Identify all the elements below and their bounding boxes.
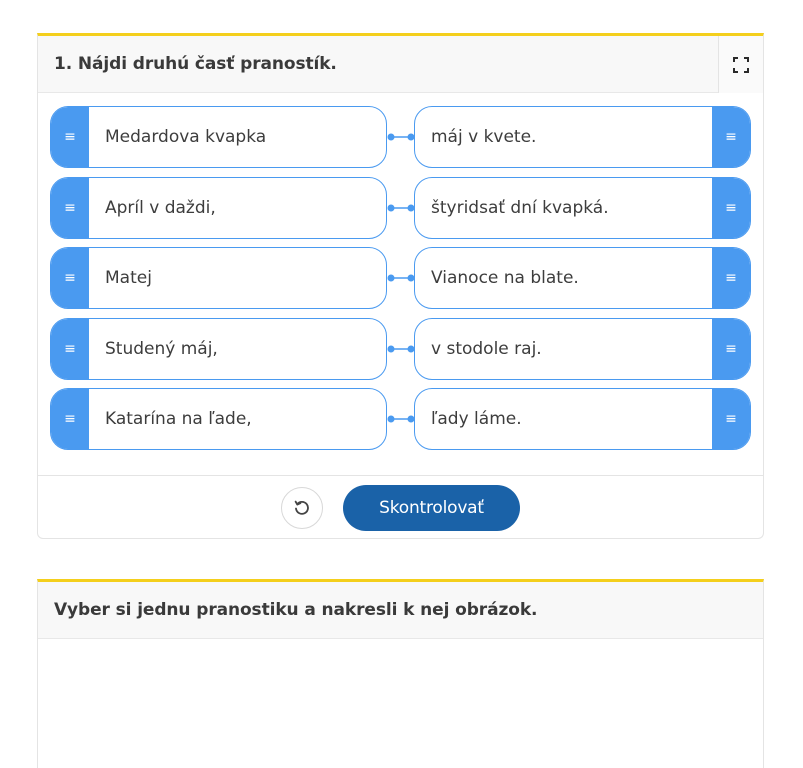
grip-icon: ≡ xyxy=(64,270,76,286)
drag-handle[interactable] xyxy=(712,389,750,449)
grip-icon: ≡ xyxy=(725,129,737,145)
right-tile[interactable] xyxy=(414,388,751,450)
match-row xyxy=(50,318,752,380)
right-tile[interactable] xyxy=(414,318,751,380)
left-tile-label: Apríl v daždi, xyxy=(105,197,216,218)
match-row xyxy=(50,247,752,309)
task-card-drawing xyxy=(37,579,764,768)
left-tile-label: Katarína na ľade, xyxy=(105,409,252,429)
drawing-area[interactable] xyxy=(38,639,763,768)
grip-icon: ≡ xyxy=(725,411,737,427)
task-footer xyxy=(38,475,763,539)
drag-handle[interactable] xyxy=(51,107,89,167)
match-row xyxy=(50,177,752,239)
reset-icon xyxy=(293,499,311,517)
connector-icon xyxy=(386,271,416,285)
drag-handle[interactable] xyxy=(712,248,750,308)
drag-handle[interactable] xyxy=(712,178,750,238)
expand-icon xyxy=(733,57,749,73)
drag-handle[interactable] xyxy=(712,319,750,379)
left-tile[interactable] xyxy=(50,106,387,168)
connector-icon xyxy=(386,412,416,426)
right-tile[interactable] xyxy=(414,247,751,309)
match-row xyxy=(50,388,752,450)
grip-icon: ≡ xyxy=(725,340,737,357)
right-tile-label: v stodole raj. xyxy=(431,338,542,359)
match-row xyxy=(50,106,752,168)
grip-icon: ≡ xyxy=(64,411,76,427)
task-header xyxy=(38,582,763,639)
left-tile-label: Medardova kvapka xyxy=(105,127,267,147)
drag-handle[interactable] xyxy=(51,248,89,308)
matching-rows xyxy=(50,106,752,459)
right-tile[interactable] xyxy=(414,177,751,239)
left-tile[interactable] xyxy=(50,177,387,239)
drag-handle[interactable] xyxy=(51,389,89,449)
left-tile-label: Matej xyxy=(105,268,152,288)
reset-button[interactable] xyxy=(281,487,323,529)
left-tile[interactable] xyxy=(50,318,387,380)
connector-icon xyxy=(386,201,416,215)
grip-icon: ≡ xyxy=(64,129,76,145)
right-tile[interactable] xyxy=(414,106,751,168)
left-tile-label: Studený máj, xyxy=(105,338,218,359)
drag-handle[interactable] xyxy=(51,178,89,238)
connector-icon xyxy=(386,130,416,144)
right-tile-label: Vianoce na blate. xyxy=(431,268,579,288)
right-tile-label: štyridsať dní kvapká. xyxy=(431,197,609,218)
right-tile-label: ľady láme. xyxy=(431,409,522,429)
drag-handle[interactable] xyxy=(51,319,89,379)
grip-icon: ≡ xyxy=(64,340,76,357)
fullscreen-button[interactable] xyxy=(718,36,763,93)
connector-icon xyxy=(386,342,416,356)
right-tile-label: máj v kvete. xyxy=(431,127,537,147)
left-tile[interactable] xyxy=(50,388,387,450)
grip-icon: ≡ xyxy=(725,199,737,216)
task-title: 1. Nájdi druhú časť pranostík. xyxy=(54,54,337,74)
drag-handle[interactable] xyxy=(712,107,750,167)
left-tile[interactable] xyxy=(50,247,387,309)
task-card-matching xyxy=(37,33,764,539)
check-button[interactable]: Skontrolovať xyxy=(343,485,520,531)
grip-icon: ≡ xyxy=(725,270,737,286)
task-title: Vyber si jednu pranostiku a nakresli k nej obrázok. xyxy=(54,600,538,620)
task-header xyxy=(38,36,763,93)
grip-icon: ≡ xyxy=(64,199,76,216)
